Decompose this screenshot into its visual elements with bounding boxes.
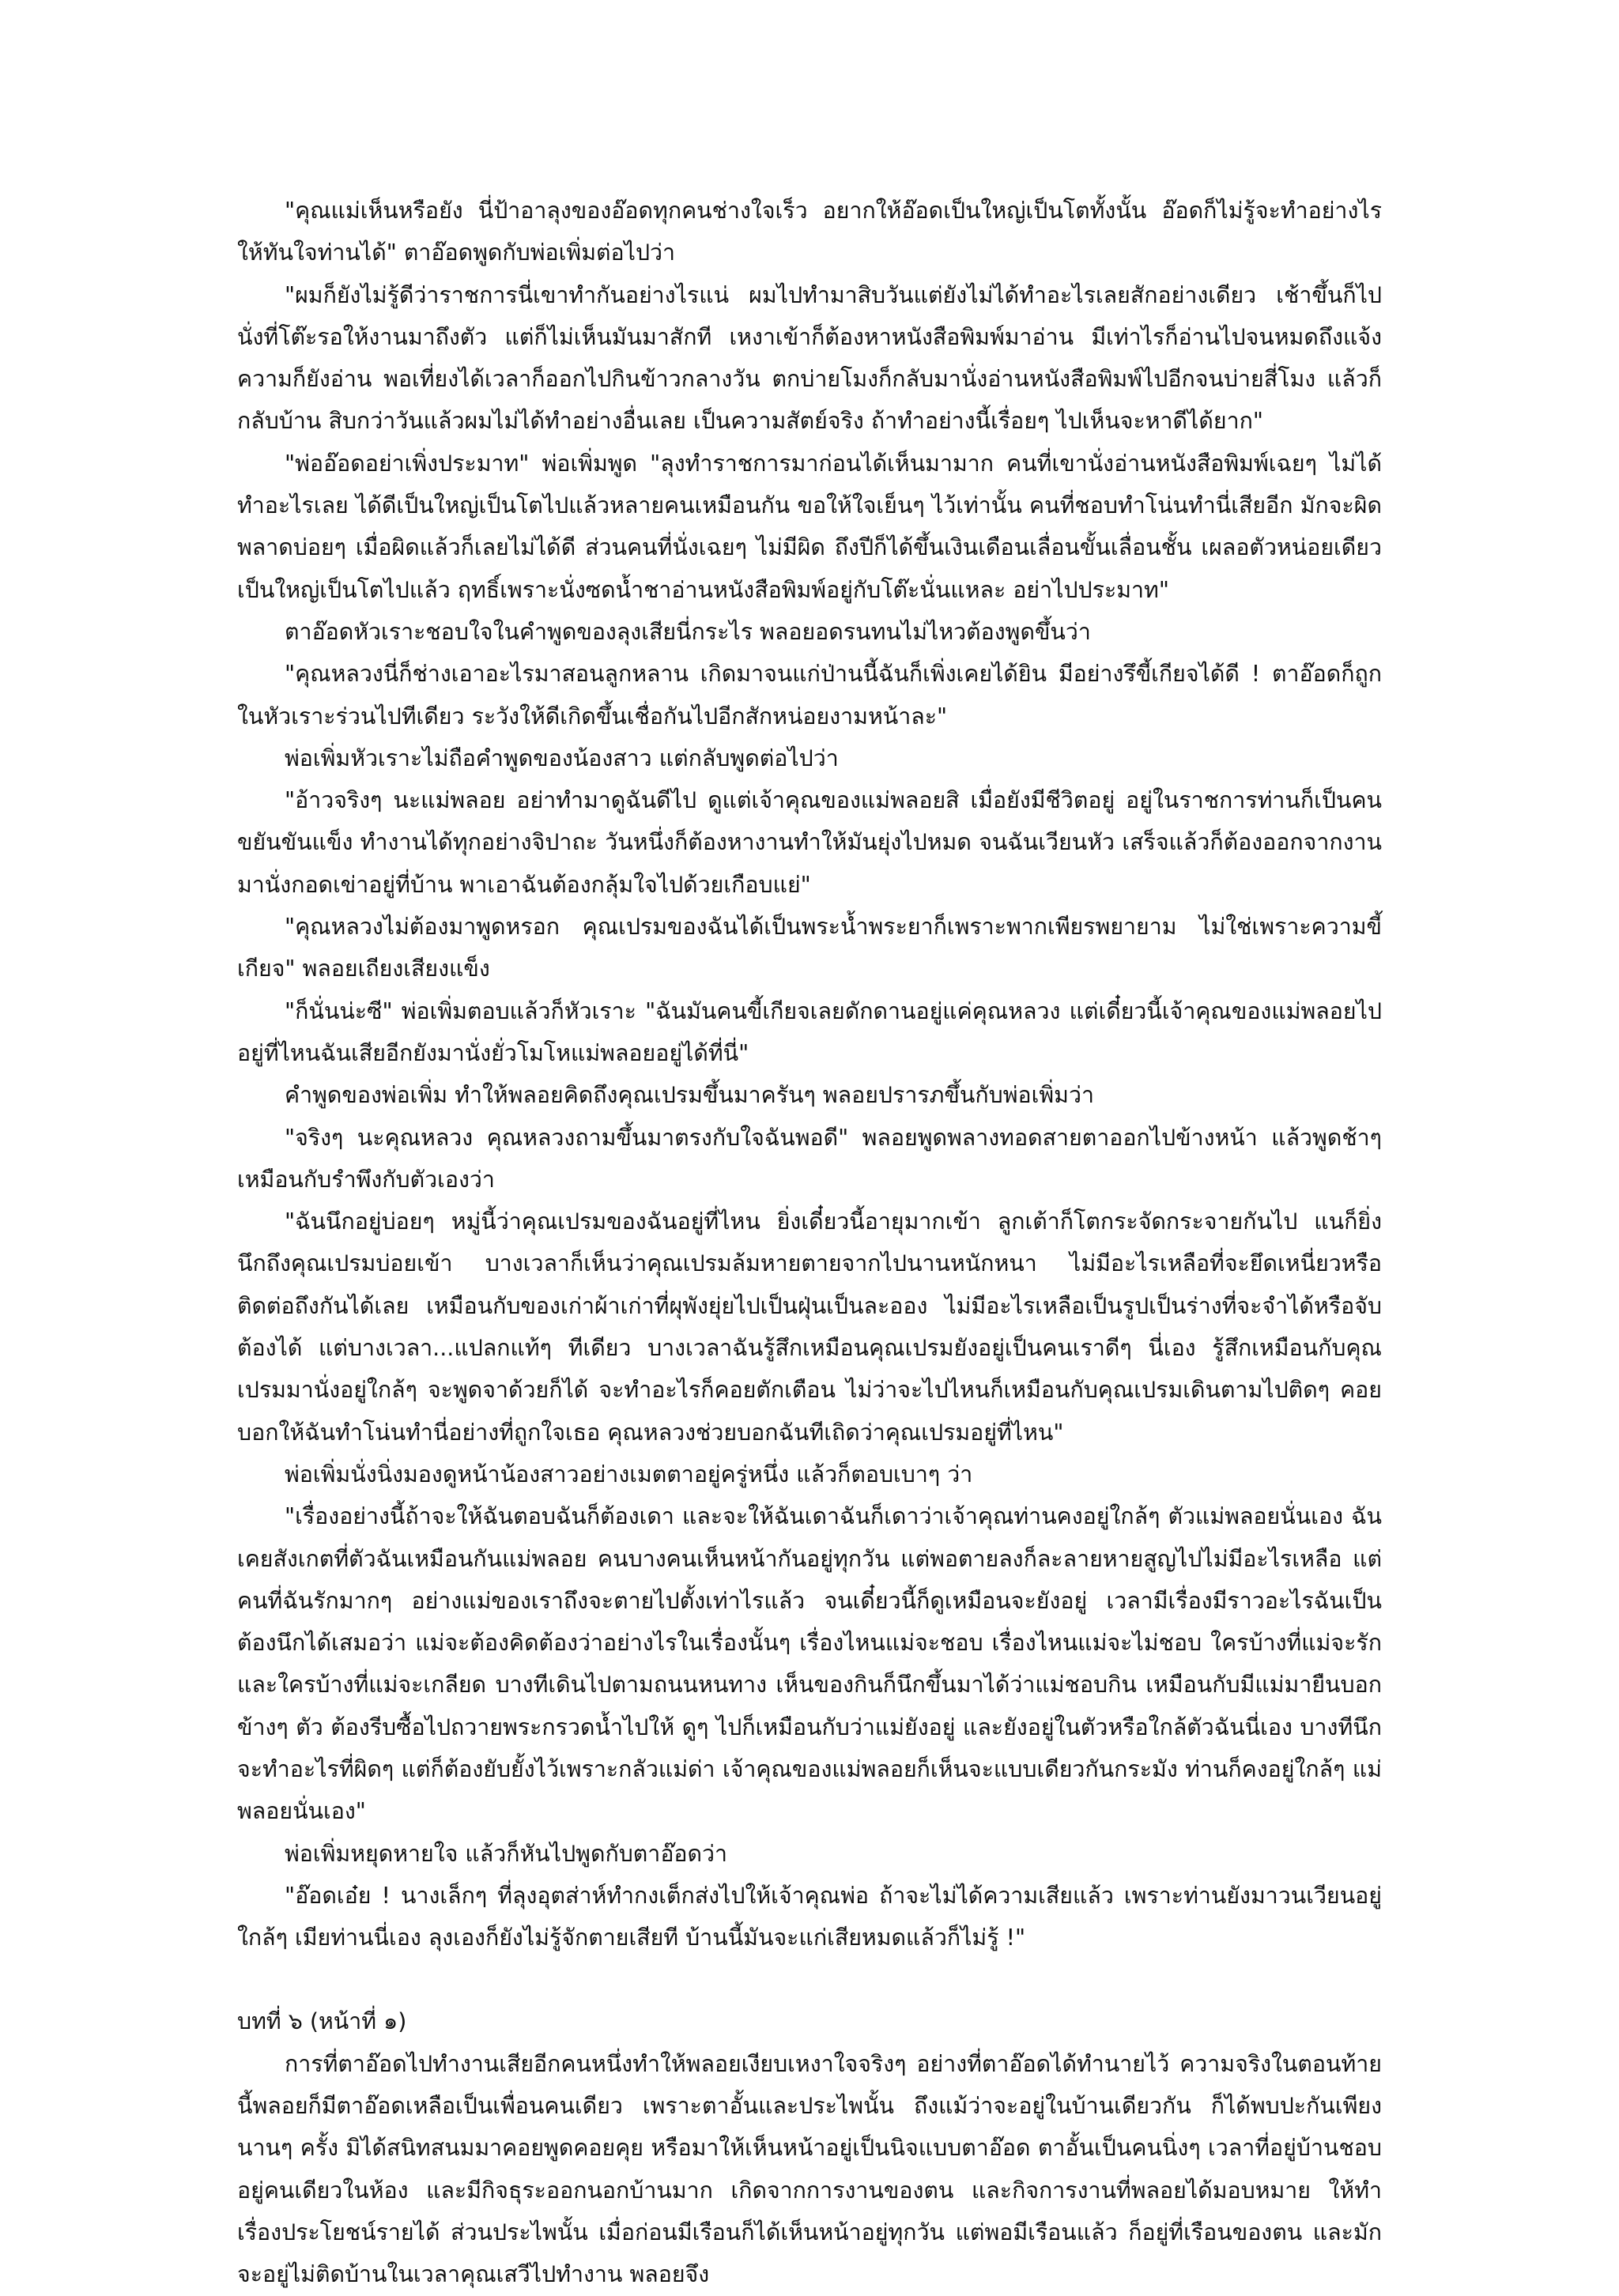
chapter-heading: บทที่ ๖ (หน้าที่ ๑) [237, 2008, 407, 2035]
paragraph: "คุณหลวงไม่ต้องมาพูดหรอก คุณเปรมของฉันได้เป็นพระน้ำพระยาก็เพราะพากเพียรพยายาม ไม่ใช่เพราะความขี้เกียจ" พลอยเถียงเสียงแข็ง [237, 914, 1382, 982]
paragraph: "คุณแม่เห็นหรือยัง นี่ป้าอาลุงของอ๊อดทุกคนช่างใจเร็ว อยากให้อ๊อดเป็นใหญ่เป็นโตทั้งนั้น อ๊อดก็ไม่รู้จะทำอย่างไรให้ทันใจท่านได้" ตาอ๊อดพูดกับพ่อเพิ่มต่อไปว่า [237, 198, 1382, 266]
paragraph: การที่ตาอ๊อดไปทำงานเสียอีกคนหนึ่งทำให้พลอยเงียบเหงาใจจริงๆ อย่างที่ตาอ๊อดได้ทำนายไว้ ความจริงในตอนท้ายนี้พลอยก็มีตาอ๊อดเหลือเป็นเพื่อนคนเดียว เพราะตาอั้นและประไพนั้น ถึงแม้ว่าจะอยู่ในบ้านเดียวกัน ก็ได้พบปะกันเพียงนานๆ ครั้ง มิได้สนิทสนมมาคอยพูดคอยคุย หรือมาให้เห็นหน้าอยู่เป็นนิจแบบตาอ๊อด ตาอั้นเป็นคนนิ่งๆ เวลาที่อยู่บ้านชอบอยู่คนเดียวในห้อง และมีกิจธุระออกนอกบ้านมาก เกิดจากการงานของตน และกิจการงานที่พลอยได้มอบหมาย ให้ทำเรื่องประโยชน์รายได้ ส่วนประไพนั้น เมื่อก่อนมีเรือนก็ได้เห็นหน้าอยู่ทุกวัน แต่พอมีเรือนแล้ว ก็อยู่ที่เรือนของตน และมักจะอยู่ไม่ติดบ้านในเวลาคุณเสวีไปทำงาน พลอยจึง [237, 2050, 1382, 2288]
paragraph: "พ่ออ๊อดอย่าเพิ่งประมาท" พ่อเพิ่มพูด "ลุงทำราชการมาก่อนได้เห็นมามาก คนที่เขานั่งอ่านหนังสือพิมพ์เฉยๆ ไม่ได้ทำอะไรเลย ได้ดีเป็นใหญ่เป็นโตไปแล้วหลายคนเหมือนกัน ขอให้ใจเย็นๆ ไว้เท่านั้น คนที่ชอบทำโน่นทำนี่เสียอีก มักจะผิดพลาดบ่อยๆ เมื่อผิดแล้วก็เลยไม่ได้ดี ส่วนคนที่นั่งเฉยๆ ไม่มีผิด ถึงปีก็ได้ขึ้นเงินเดือนเลื่อนขั้นเลื่อนชั้น เผลอตัวหน่อยเดียวเป็นใหญ่เป็นโตไปแล้ว ฤทธิ์เพราะนั่งซดน้ำชาอ่านหนังสือพิมพ์อยู่กับโต๊ะนั่นแหละ อย่าไปประมาท" [237, 450, 1382, 603]
paragraph: "อ๊อดเอ๋ย ! นางเล็กๆ ที่ลุงอุตส่าห์ทำกงเต็กส่งไปให้เจ้าคุณพ่อ ถ้าจะไม่ได้ความเสียแล้ว เพราะท่านยังมาวนเวียนอยู่ใกล้ๆ เมียท่านนี่เอง ลุงเองก็ยังไม่รู้จักตายเสียที บ้านนี้มันจะแก่เสียหมดแล้วก็ไม่รู้ !" [237, 1882, 1382, 1951]
paragraph: "ก็นั่นน่ะซี" พ่อเพิ่มตอบแล้วก็หัวเราะ "ฉันมันคนขี้เกียจเลยดักดานอยู่แค่คุณหลวง แต่เดี๋ยวนี้เจ้าคุณของแม่พลอยไปอยู่ที่ไหนฉันเสียอีกยังมานั่งยั่วโมโหแม่พลอยอยู่ได้ที่นี่" [237, 997, 1382, 1066]
paragraph: พ่อเพิ่มหัวเราะไม่ถือคำพูดของน้องสาว แต่กลับพูดต่อไปว่า [285, 745, 839, 771]
paragraph: "เรื่องอย่างนี้ถ้าจะให้ฉันตอบฉันก็ต้องเดา และจะให้ฉันเดาฉันก็เดาว่าเจ้าคุณท่านคงอยู่ใกล้ๆ ตัวแม่พลอยนั่นเอง ฉันเคยสังเกตที่ตัวฉันเหมือนกันแม่พลอย คนบางคนเห็นหน้ากันอยู่ทุกวัน แต่พอตายลงก็ละลายหายสูญไปไม่มีอะไรเหลือ แต่คนที่ฉันรักมากๆ อย่างแม่ของเราถึงจะตายไปตั้งเท่าไรแล้ว จนเดี๋ยวนี้ก็ดูเหมือนจะยังอยู่ เวลามีเรื่องมีราวอะไรฉันเป็นต้องนึกได้เสมอว่า แม่จะต้องคิดต้องว่าอย่างไรในเรื่องนั้นๆ เรื่องไหนแม่จะชอบ เรื่องไหนแม่จะไม่ชอบ ใครบ้างที่แม่จะรักและใครบ้างที่แม่จะเกลียด บางทีเดินไปตามถนนหนทาง เห็นของกินก็นึกขึ้นมาได้ว่าแม่ชอบกิน เหมือนกับมีแม่มายืนบอกข้างๆ ตัว ต้องรีบซื้อไปถวายพระกรวดน้ำไปให้ ดูๆ ไปก็เหมือนกับว่าแม่ยังอยู่ และยังอยู่ในตัวหรือใกล้ตัวฉันนี่เอง บางทีนึกจะทำอะไรที่ผิดๆ แต่ก็ต้องยับยั้งไว้เพราะกลัวแม่ด่า เจ้าคุณของแม่พลอยก็เห็นจะแบบเดียวกันกระมัง ท่านก็คงอยู่ใกล้ๆ แม่พลอยนั่นเอง" [237, 1503, 1382, 1825]
text-section-1 [237, 190, 1382, 1959]
paragraph: "ฉันนึกอยู่บ่อยๆ หมู่นี้ว่าคุณเปรมของฉันอยู่ที่ไหน ยิ่งเดี๋ยวนี้อายุมากเข้า ลูกเต้าก็โตกระจัดกระจายกันไป แนก็ยิ่งนึกถึงคุณเปรมบ่อยเข้า บางเวลาก็เห็นว่าคุณเปรมล้มหายตายจากไปนานหนักหนา ไม่มีอะไรเหลือที่จะยึดเหนี่ยวหรือติดต่อถึงกันได้เลย เหมือนกับของเก่าผ้าเก่าที่ผุพังยุ่ยไปเป็นฝุ่นเป็นละออง ไม่มีอะไรเหลือเป็นรูปเป็นร่างที่จะจำได้หรือจับต้องได้ แต่บางเวลา...แปลกแท้ๆ ทีเดียว บางเวลาฉันรู้สึกเหมือนคุณเปรมยังอยู่เป็นคนเราดีๆ นี่เอง รู้สึกเหมือนกับคุณเปรมมานั่งอยู่ใกล้ๆ จะพูดจาด้วยก็ได้ จะทำอะไรก็คอยตักเตือน ไม่ว่าจะไปไหนก็เหมือนกับคุณเปรมเดินตามไปติดๆ คอยบอกให้ฉันทำโน่นทำนี่อย่างที่ถูกใจเธอ คุณหลวงช่วยบอกฉันทีเถิดว่าคุณเปรมอยู่ที่ไหน" [237, 1208, 1382, 1446]
text-section-2 [237, 2043, 1382, 2296]
paragraph: พ่อเพิ่มหยุดหายใจ แล้วก็หันไปพูดกับตาอ๊อดว่า [285, 1840, 728, 1867]
paragraph: "คุณหลวงนี่ก็ช่างเอาอะไรมาสอนลูกหลาน เกิดมาจนแก่ป่านนี้ฉันก็เพิ่งเคยได้ยิน มีอย่างรึขี้เกียจได้ดี ! ตาอ๊อดก็ถูกในหัวเราะร่วนไปทีเดียว ระวังให้ดีเกิดขึ้นเชื่อกันไปอีกสักหน่อยงามหน้าละ" [237, 661, 1382, 730]
paragraph: พ่อเพิ่มนั่งนิ่งมองดูหน้าน้องสาวอย่างเมตตาอยู่ครู่หนึ่ง แล้วก็ตอบเบาๆ ว่า [285, 1461, 973, 1487]
paragraph: "จริงๆ นะคุณหลวง คุณหลวงถามขึ้นมาตรงกับใจฉันพอดี" พลอยพูดพลางทอดสายตาออกไปข้างหน้า แล้วพูดช้าๆ เหมือนกับรำพึงกับตัวเองว่า [237, 1124, 1382, 1193]
paragraph: "อ้าวจริงๆ นะแม่พลอย อย่าทำมาดูฉันดีไป ดูแต่เจ้าคุณของแม่พลอยสิ เมื่อยังมีชีวิตอยู่ อยู่ในราชการท่านก็เป็นคนขยันขันแข็ง ทำงานได้ทุกอย่างจิปาถะ วันหนึ่งก็ต้องหางานทำให้มันยุ่งไปหมด จนฉันเวียนหัว เสร็จแล้วก็ต้องออกจากงานมานั่งกอดเข่าอยู่ที่บ้าน พาเอาฉันต้องกลุ้มใจไปด้วยเกือบแย่" [237, 787, 1382, 898]
paragraph: ตาอ๊อดหัวเราะชอบใจในคำพูดของลุงเสียนี่กระไร พลอยอดรนทนไม่ไหวต้องพูดขึ้นว่า [285, 618, 1091, 645]
paragraph: "ผมก็ยังไม่รู้ดีว่าราชการนี่เขาทำกันอย่างไรแน่ ผมไปทำมาสิบวันแต่ยังไม่ได้ทำอะไรเลยสักอย่างเดียว เช้าขึ้นก็ไปนั่งที่โต๊ะรอให้งานมาถึงตัว แต่ก็ไม่เห็นมันมาสักที เหงาเข้าก็ต้องหาหนังสือพิมพ์มาอ่าน มีเท่าไรก็อ่านไปจนหมดถึงแจ้งความก็ยังอ่าน พอเที่ยงได้เวลาก็ออกไปกินข้าวกลางวัน ตกบ่ายโมงก็กลับมานั่งอ่านหนังสือพิมพ์ไปอีกจนบ่ายสี่โมง แล้วก็กลับบ้าน สิบกว่าวันแล้วผมไม่ได้ทำอย่างอื่นเลย เป็นความสัตย์จริง ถ้าทำอย่างนี้เรื่อยๆ ไปเห็นจะหาดีได้ยาก" [237, 281, 1382, 435]
paragraph: คำพูดของพ่อเพิ่ม ทำให้พลอยคิดถึงคุณเปรมขึ้นมาครันๆ พลอยปรารภขึ้นกับพ่อเพิ่มว่า [285, 1082, 1094, 1109]
